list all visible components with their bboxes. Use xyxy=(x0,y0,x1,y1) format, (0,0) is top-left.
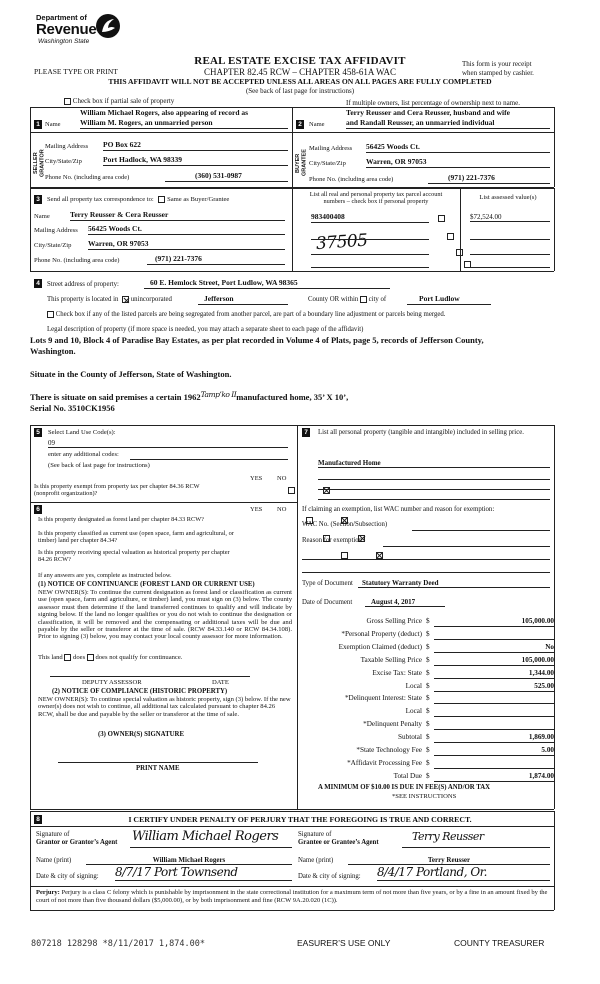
within-city-checkbox[interactable] xyxy=(360,296,367,303)
send-label: Send all property tax correspondence to: xyxy=(47,196,154,204)
county-or-row xyxy=(308,296,386,304)
section-2-marker: 2 xyxy=(296,120,304,129)
fee-value xyxy=(434,630,554,640)
fee-row xyxy=(302,772,554,783)
c-name-label: Name xyxy=(34,213,50,220)
c-mailing-label: Mailing Address xyxy=(34,227,78,234)
fee-row xyxy=(302,720,554,731)
legal-4a: There is situate on said premises a certain 1962 xyxy=(30,392,201,402)
fee-value xyxy=(434,720,554,730)
seller-mailing-label: Mailing Address xyxy=(45,143,89,150)
buyer-mailing: 56425 Woods Ct. xyxy=(366,143,550,153)
c-phone: (971) 221-7376 xyxy=(147,255,285,265)
parcel-header xyxy=(296,191,456,205)
fee-dollar-sign: $ xyxy=(426,733,430,742)
legal-3: Situate in the County of Jefferson, State of Washington. xyxy=(30,369,232,379)
fee-dollar-sign: $ xyxy=(426,720,430,729)
buyer-city: Warren, OR 97053 xyxy=(366,158,550,168)
legal-2: Washington. xyxy=(30,346,76,356)
fee-row xyxy=(302,733,554,744)
seller-city-label: City/State/Zip xyxy=(45,158,82,165)
this-land-label: This land xyxy=(38,654,63,662)
perjury-text: Perjury is a class C felony which is punishable by imprisonment in the state correctional institution for a maximum term of not more than five years, or by a fine in an amount fixed by the court of not more than five thousand dollars ($5,000.00), or by both imprisonment and fine (RCW 9A.20.020 (1C)). xyxy=(36,889,548,904)
doc-date-label: Date of Document xyxy=(302,599,353,606)
s6-no: NO xyxy=(277,506,287,513)
seller-name-line2: William M. Rogers, an unmarried person xyxy=(80,119,288,129)
fee-row xyxy=(302,746,554,757)
fee-label: Local xyxy=(405,707,422,716)
s5-yes: YES xyxy=(250,475,263,482)
historical-no-checkbox[interactable] xyxy=(376,552,383,559)
segregated-row xyxy=(47,311,446,319)
fee-row xyxy=(302,643,554,654)
legal-4-handwritten: Tamp’ko II xyxy=(200,390,237,399)
doc-type-label: Type of Document xyxy=(302,580,353,587)
fee-dollar-sign: $ xyxy=(426,771,430,780)
fee-value: 5.00 xyxy=(434,746,554,756)
located-label: This property is located in xyxy=(47,296,119,304)
notice2-title: (2) NOTICE OF COMPLIANCE (HISTORIC PROPERTY) xyxy=(52,688,228,695)
land-use-label: Select Land Use Code(s): xyxy=(48,429,116,436)
fee-value: 105,000.00 xyxy=(434,656,554,666)
chapter-line: CHAPTER 82.45 RCW – CHAPTER 458-61A WAC xyxy=(204,67,396,77)
c-city: Warren, OR 97053 xyxy=(88,240,285,250)
fee-label: Excise Tax: State xyxy=(372,668,422,677)
fee-value xyxy=(434,759,554,769)
please-type: PLEASE TYPE OR PRINT xyxy=(34,67,118,76)
exemption-reason-label: Reason for exemption xyxy=(302,537,363,544)
fee-dollar-sign: $ xyxy=(426,694,430,703)
parcel-2-personal-checkbox[interactable] xyxy=(447,233,454,240)
fee-label: Total Due xyxy=(393,771,422,780)
fee-label: Exemption Claimed (deduct) xyxy=(338,642,422,651)
legal-1: Lots 9 and 10, Block 4 of Paradise Bay Estates, as per plat recorded in Volume 4 of Plats, page 5, records of Jefferson County, xyxy=(30,335,484,345)
land-does-not-checkbox[interactable] xyxy=(87,654,94,661)
street-label: Street address of property: xyxy=(47,281,119,288)
seller-city: Port Hadlock, WA 98339 xyxy=(103,156,288,166)
buyer-name-line2: and Randall Reusser, an unmarried individual xyxy=(346,119,550,129)
county-treasurer-label: COUNTY TREASURER xyxy=(454,938,545,948)
legal-4b: manufactured home, 35’ X 10’, xyxy=(236,392,349,402)
perjury-label: Perjury: xyxy=(36,889,60,896)
grantee-sig-label-1: Signature of xyxy=(298,831,332,838)
treasurer-use-label: EASURER’S USE ONLY xyxy=(297,938,391,948)
segregated-checkbox[interactable] xyxy=(47,311,54,318)
buyer-side-label: BUYER GRANTEE xyxy=(295,149,308,177)
dor-swirl-icon xyxy=(94,12,122,40)
fee-value: 1,874.00 xyxy=(434,772,554,782)
c-name: Terry Reusser & Cera Reusser xyxy=(70,211,285,221)
fee-value: 105,000.00 xyxy=(434,617,554,627)
form-title: REAL ESTATE EXCISE TAX AFFIDAVIT xyxy=(194,55,406,67)
buyer-city-label: City/State/Zip xyxy=(309,160,346,167)
additional-codes-label: enter any additional codes: xyxy=(48,451,119,458)
fee-dollar-sign: $ xyxy=(426,746,430,754)
forest-question: Is this property designated as forest land per chapter 84.33 RCW? xyxy=(38,516,204,523)
buyer-phone-label: Phone No. (including area code) xyxy=(309,176,394,183)
fee-value xyxy=(434,707,554,717)
parcel-2-handwritten: 37505 xyxy=(315,230,369,255)
fee-value: No xyxy=(434,643,554,653)
fee-label: *Delinquent Penalty xyxy=(363,720,422,729)
s5-no: NO xyxy=(277,475,287,482)
segregated-label: Check box if any of the listed parcels are being segregated from another parcel, are part of a boundary line adjustment or parcels being merged. xyxy=(55,311,446,319)
minimum-note: A MINIMUM OF $10.00 IS DUE IN FEE(S) AND/OR TAX xyxy=(318,784,491,791)
agency-line2: Revenue xyxy=(36,21,97,38)
section-8-marker: 8 xyxy=(34,815,42,824)
same-as-buyer-checkbox[interactable] xyxy=(158,196,165,203)
dor-logo xyxy=(36,14,126,52)
receipt-stamp: 807218 128298 *8/11/2017 1,874.00* xyxy=(31,939,205,949)
fee-dollar-sign: $ xyxy=(426,707,430,716)
county-value: Jefferson xyxy=(198,295,288,305)
c-city-label: City/State/Zip xyxy=(34,242,72,249)
multiple-owners-note: If multiple owners, list percentage of ownership next to name. xyxy=(346,99,520,107)
parcel-3-personal-checkbox[interactable] xyxy=(456,249,463,256)
street-value: 60 E. Hemlock Street, Port Ludlow, WA 98365 xyxy=(144,279,390,289)
legal-4 xyxy=(30,390,349,403)
deputy-date-label: DATE xyxy=(212,679,229,686)
fee-label: *Affidavit Processing Fee xyxy=(347,758,422,767)
section-1-marker: 1 xyxy=(34,120,42,129)
exempt-yes-checkbox[interactable] xyxy=(288,487,295,494)
unincorporated-checkbox[interactable] xyxy=(122,296,129,303)
receipt-note-2: when stamped by cashier. xyxy=(462,69,534,77)
city-of-label: city of xyxy=(368,296,387,304)
fee-row xyxy=(302,630,554,641)
fee-value: 1,869.00 xyxy=(434,733,554,743)
fee-label: Subtotal xyxy=(398,733,422,742)
grantee-name: Terry Reusser xyxy=(348,856,550,865)
seller-mailing: PO Box 622 xyxy=(103,141,288,151)
legal-5: Serial No. 3510CK1956 xyxy=(30,403,115,413)
fee-label: *Delinquent Interest: State xyxy=(344,694,422,703)
seller-name-label: Name xyxy=(45,121,61,128)
fee-dollar-sign: $ xyxy=(426,668,430,677)
fee-value: 1,344.00 xyxy=(434,669,554,679)
seller-phone: (360) 531-0987 xyxy=(165,172,288,182)
grantor-name: William Michael Rogers xyxy=(86,856,292,865)
buyer-mailing-label: Mailing Address xyxy=(309,145,353,152)
fee-label: Gross Selling Price xyxy=(366,617,422,625)
grantor-sig-label-1: Signature of xyxy=(36,831,70,838)
fee-row xyxy=(302,617,554,628)
historical-yes-checkbox[interactable] xyxy=(341,552,348,559)
if-yes-note: If any answers are yes, complete as instructed below. xyxy=(38,572,172,579)
parcel-header-2: numbers – check box if personal property xyxy=(323,198,429,206)
agency-line3: Washington State xyxy=(38,38,90,45)
grantee-sig-label-2: Grantee or Grantee’s Agent xyxy=(298,838,379,846)
grantee-sig-label xyxy=(298,831,379,847)
buyer-name-label: Name xyxy=(309,121,325,128)
continuance-row xyxy=(38,654,182,662)
wac-label: WAC No. (Section/Subsection) xyxy=(302,521,388,528)
unincorporated-label: unincorporated xyxy=(130,296,172,304)
send-correspondence xyxy=(47,196,229,204)
located-row xyxy=(47,296,172,304)
partial-sale-checkbox[interactable] xyxy=(64,98,71,105)
fee-dollar-sign: $ xyxy=(426,617,430,625)
warning-line: THIS AFFIDAVIT WILL NOT BE ACCEPTED UNLESS ALL AREAS ON ALL PAGES ARE FULLY COMPLETED xyxy=(108,77,492,86)
historical-question: Is this property receiving special valuation as historical property per chapter 84.26 RCW? xyxy=(38,549,230,564)
grantor-date-label: Date & city of signing: xyxy=(36,873,99,880)
land-use-value: 09 xyxy=(48,439,288,448)
section-7-marker: 7 xyxy=(302,428,310,437)
section-3-marker: 3 xyxy=(34,195,42,204)
seller-side-label: SELLER GRANTOR xyxy=(33,149,46,177)
fee-label: *State Technology Fee xyxy=(356,746,422,754)
notice1-body: NEW OWNER(S): To continue the current designation as forest land or classification as current use (open space, farm and agriculture, or timber) land, you must sign on (3) below. The county assessor must then determine if the land transferred continues to qualify and will indicate by signing below. If the land no longer qualifies or you do not wish to continue the designation or classification, it will be removed and the compensating or additional taxes will be due and payable by the seller or transferor at the time of sale. (RCW 84.33.140 or RCW 84.34.108). Prior to signing (3) below, you may contact your local county assessor for more information. xyxy=(38,589,292,641)
exemption-claim-label: If claiming an exemption, list WAC number and reason for exemption: xyxy=(302,506,495,513)
section-4-marker: 4 xyxy=(34,279,42,288)
current-use-question: Is this property classified as current use (open space, farm and agricultural, or timber) land per chapter 84.34? xyxy=(38,530,234,545)
grantee-date: 8/4/17 Portland, Or. xyxy=(377,866,550,881)
owner-signature-label: (3) OWNER(S) SIGNATURE xyxy=(98,731,184,738)
grantee-signature: Terry Reusser xyxy=(412,831,484,843)
exempt-question: Is this property exempt from property tax per chapter 84.36 RCW (nonprofit organization)? xyxy=(34,483,200,498)
land-use-see-back: (See back of last page for instructions) xyxy=(48,462,150,469)
buyer-phone: (971) 221-7376 xyxy=(428,174,550,184)
grantor-date: 8/7/17 Port Townsend xyxy=(115,866,292,881)
land-does-checkbox[interactable] xyxy=(64,654,71,661)
fee-row xyxy=(302,707,554,718)
perjury-notice xyxy=(36,889,550,904)
c-mailing: 56425 Woods Ct. xyxy=(88,225,285,235)
legal-label: Legal description of property (if more space is needed, you may attach a separate sheet to each page of the affidavit) xyxy=(47,326,364,333)
agency-line1: Department of xyxy=(36,13,87,22)
grantor-name-label: Name (print) xyxy=(36,857,72,864)
fee-dollar-sign: $ xyxy=(426,629,430,638)
fee-label: *Personal Property (deduct) xyxy=(341,629,422,638)
personal-property-value: Manufactured Home xyxy=(318,459,550,468)
parcel-header-1: List all real and personal property tax parcel account xyxy=(309,191,443,198)
see-instructions: *SEE INSTRUCTIONS xyxy=(392,793,457,800)
grantor-signature: William Michael Rogers xyxy=(132,830,279,844)
does-label: does xyxy=(73,654,86,662)
s6-yes: YES xyxy=(250,506,263,513)
grantor-sig-label-2: Grantor or Grantor’s Agent xyxy=(36,838,118,846)
city-value: Port Ludlow xyxy=(407,295,491,305)
same-as-buyer-label: Same as Buyer/Grantee xyxy=(167,196,230,204)
fee-row xyxy=(302,759,554,770)
fee-row xyxy=(302,694,554,705)
assessed-header: List assessed value(s) xyxy=(479,194,537,201)
seller-name-line1: William Michael Rogers, also appearing of record as xyxy=(80,108,249,117)
fee-label: Local xyxy=(405,681,422,690)
fee-row xyxy=(302,669,554,680)
fee-row xyxy=(302,656,554,667)
notice2-body: NEW OWNER(S): To continue special valuation as historic property, sign (3) below. If the new owner(s) does not wish to continue, all additional tax calculated pursuant to chapter 84.26 RCW, shall be due and payable by the seller or transferor at the time of sale. xyxy=(38,696,291,718)
c-phone-label: Phone No. (including area code) xyxy=(34,257,120,264)
grantee-name-label: Name (print) xyxy=(298,857,334,864)
fee-dollar-sign: $ xyxy=(426,642,430,651)
see-back-line: (See back of last page for instructions) xyxy=(245,87,355,95)
fee-row xyxy=(302,682,554,693)
fee-value xyxy=(434,694,554,704)
doc-date-value: August 4, 2017 xyxy=(365,598,445,607)
print-name-label: PRINT NAME xyxy=(136,765,180,772)
county-or-label: County OR within xyxy=(308,296,359,304)
certify-line: I CERTIFY UNDER PENALTY OF PERJURY THAT THE FOREGOING IS TRUE AND CORRECT. xyxy=(128,815,472,824)
personal-property-label: List all personal property (tangible and intangible) included in selling price. xyxy=(318,429,524,436)
notice1-title: (1) NOTICE OF CONTINUANCE (FOREST LAND OR CURRENT USE) xyxy=(38,581,255,588)
partial-sale-label: Check box if partial sale of property xyxy=(72,97,175,105)
partial-sale-row xyxy=(64,97,174,105)
section-5-marker: 5 xyxy=(34,428,42,437)
seller-phone-label: Phone No. (including area code) xyxy=(45,174,130,181)
fee-dollar-sign: $ xyxy=(426,655,430,664)
fee-value: 525.00 xyxy=(434,682,554,692)
does-not-label: does not qualify for continuance. xyxy=(95,654,183,662)
buyer-name-line1: Terry Reusser and Cera Reusser, husband and wife xyxy=(346,108,510,117)
parcel-1: 983400408 xyxy=(311,213,429,223)
fee-label: Taxable Selling Price xyxy=(360,655,422,664)
parcel-1-value: $72,524.00 xyxy=(470,213,550,222)
doc-type-value: Statutory Warranty Deed xyxy=(358,579,550,588)
deputy-assessor-label: DEPUTY ASSESSOR xyxy=(82,679,142,686)
section-6-marker: 6 xyxy=(34,505,42,514)
grantee-date-label: Date & city of signing: xyxy=(298,873,361,880)
grantor-sig-label xyxy=(36,831,117,847)
fee-dollar-sign: $ xyxy=(426,681,430,690)
receipt-note-1: This form is your receipt xyxy=(462,60,532,68)
parcel-1-personal-checkbox[interactable] xyxy=(438,215,445,222)
fee-dollar-sign: $ xyxy=(426,758,430,767)
exempt-no-checkbox[interactable] xyxy=(323,487,330,494)
